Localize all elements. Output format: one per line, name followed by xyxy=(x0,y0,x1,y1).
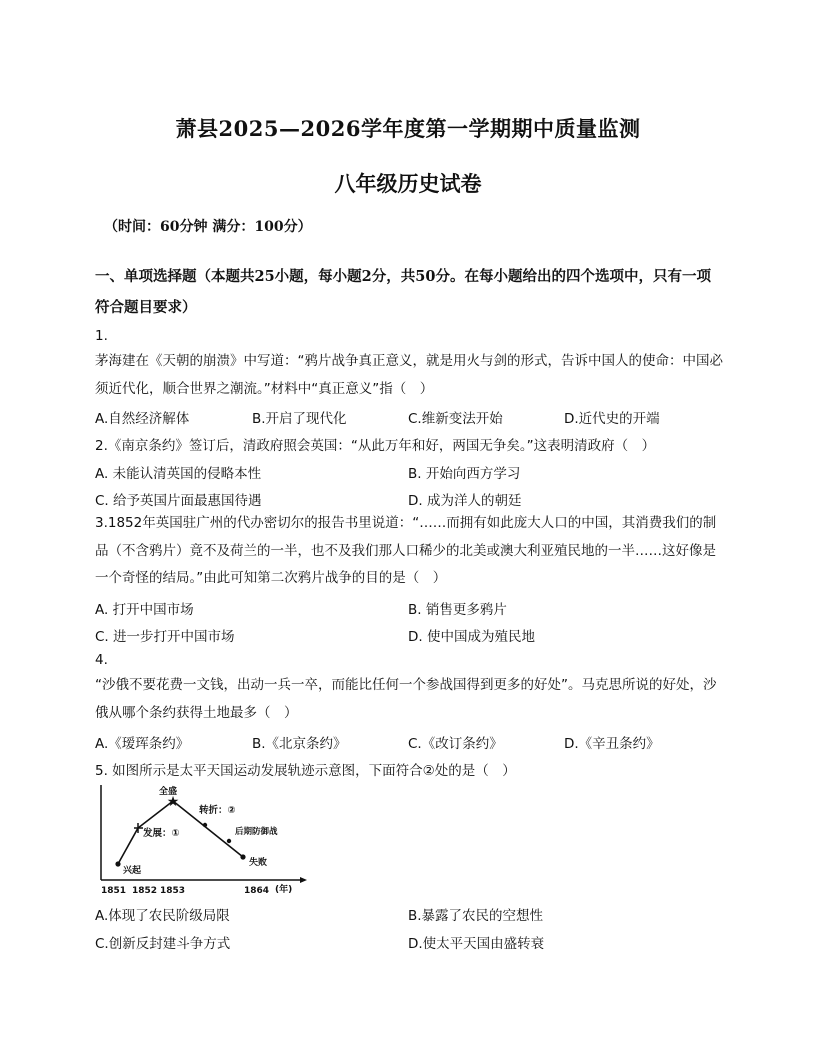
turn-point xyxy=(203,823,207,827)
section-heading: 一、单项选择题（本题共25小题，每小题2分，共50分。在每小题给出的四个选项中，只有一项符合题目要求） xyxy=(95,268,711,316)
taiping-trajectory-diagram xyxy=(95,783,310,895)
label-develop: 发展：① xyxy=(143,828,180,839)
q3-option-c: C. 进一步打开中国市场 xyxy=(95,629,235,645)
q3-option-d: D. 使中国成为殖民地 xyxy=(408,629,535,645)
x-tick-1853: 1853 xyxy=(160,886,186,895)
q3-option-a: A. 打开中国市场 xyxy=(95,602,194,618)
defense-point xyxy=(227,839,231,843)
exam-subtitle: 八年级历史试卷 xyxy=(334,171,482,196)
q1-number: 1. xyxy=(95,328,108,344)
q3-stem: 3.1852年英国驻广州的代办密切尔的报告书里说道：“……而拥有如此庞大人口的中国，其消费我们的制品（不含鸦片）竟不及荷兰的一半，也不及我们那人口稀少的北美或澳大利亚殖民地的一半……这好像是一个奇怪的结局。”由此可知第二次鸦片战争的目的是（ ） xyxy=(95,515,717,586)
label-defense: 后期防御战 xyxy=(235,827,278,837)
x-axis-arrow xyxy=(300,877,307,883)
label-fail: 失败 xyxy=(249,858,268,868)
exam-title: 萧县2025—2026学年度第一学期期中质量监测 xyxy=(175,116,641,141)
peak-star-icon: ★ xyxy=(166,794,180,810)
q1-option-c: C.维新变法开始 xyxy=(408,411,503,427)
q1-option-a: A.自然经济解体 xyxy=(95,411,190,427)
rise-point xyxy=(115,861,120,866)
q2-option-b: B. 开始向西方学习 xyxy=(408,466,521,482)
q1-option-b: B.开启了现代化 xyxy=(252,411,347,427)
x-axis-unit: (年) xyxy=(275,885,293,895)
q4-option-b: B.《北京条约》 xyxy=(252,736,347,752)
q2-option-d: D. 成为洋人的朝廷 xyxy=(408,493,522,509)
q5-option-b: B.暴露了农民的空想性 xyxy=(408,908,544,924)
q4-option-c: C.《改订条约》 xyxy=(408,736,503,752)
q4-option-d: D.《辛丑条约》 xyxy=(564,736,660,752)
x-tick-1864: 1864 xyxy=(244,886,270,895)
label-rise: 兴起 xyxy=(123,866,142,876)
q2-option-a: A. 未能认清英国的侵略本性 xyxy=(95,466,262,482)
label-turn: 转折：② xyxy=(199,805,236,816)
fail-point xyxy=(240,854,245,859)
exam-info: （时间：60分钟 满分：100分） xyxy=(104,219,312,235)
q4-number: 4. xyxy=(95,652,108,668)
q4-option-a: A.《瑷珲条约》 xyxy=(95,736,190,752)
q2-option-c: C. 给予英国片面最惠国待遇 xyxy=(95,493,262,509)
q5-option-d: D.使太平天国由盛转衰 xyxy=(408,936,545,952)
q5-option-c: C.创新反封建斗争方式 xyxy=(95,936,231,952)
q5-stem: 5. 如图所示是太平天国运动发展轨迹示意图，下面符合②处的是（ ） xyxy=(95,763,516,779)
q2-stem: 2.《南京条约》签订后，清政府照会英国：“从此万年和好，两国无争矣。”这表明清政府（ ） xyxy=(95,438,656,454)
q3-option-b: B. 销售更多鸦片 xyxy=(408,602,507,618)
label-peak: 全盛 xyxy=(159,787,178,797)
x-tick-1851: 1851 xyxy=(101,886,127,895)
q5-option-a: A.体现了农民阶级局限 xyxy=(95,908,230,924)
q4-stem: “沙俄不要花费一文钱，出动一兵一卒，而能比任何一个参战国得到更多的好处”。马克思所说的好处，沙俄从哪个条约获得土地最多（ ） xyxy=(95,677,717,721)
x-tick-1852: 1852 xyxy=(132,886,158,895)
q1-stem: 茅海建在《天朝的崩溃》中写道：“鸦片战争真正意义，就是用火与剑的形式，告诉中国人的使命：中国必须近代化，顺合世界之潮流。”材料中“真正意义”指（ ） xyxy=(95,353,723,397)
q1-option-d: D.近代史的开端 xyxy=(564,411,660,427)
